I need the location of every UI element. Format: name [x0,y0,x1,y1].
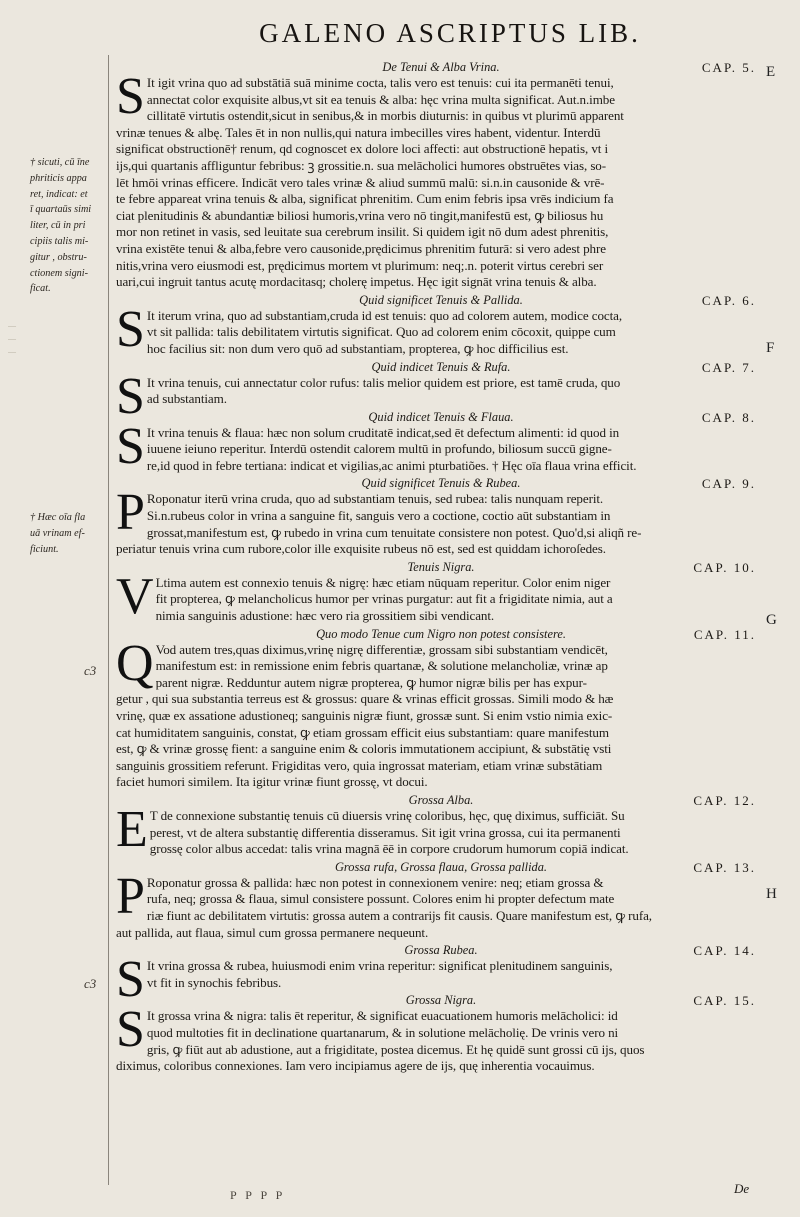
text-line: sanguinis grossitiem referunt. Frigiditas vero, quia ingrossat materiam, etiam vrinæ substātiam [116,757,603,773]
margin-note-line: uā vrinam ef- [30,527,85,539]
text-line: Vod autem tres,quas diximus,vrinę nigrę differentiæ, grossam sibi substantiam vendicēt, [155,641,608,657]
chapter-number: CAP. 6. [701,292,756,308]
text-line: grossat,manifestum est, ꝙ rubedo in vrina cum tenuitate consistere non potest. Quo'd,si aliqñ re- [146,524,642,540]
text-line: cat humiditatem sanguinis, constat, ꝙ etiam grossam efficit eius substantiam: quare manifestum [116,724,609,740]
drop-cap: Q [116,634,154,692]
side-letter-f: F [766,340,775,356]
text-line: lēt hmōi vrinas efficere. Indicāt vero tales vrinæ & aliud summū malū: si.n.in causonide & vrē- [116,174,605,190]
catchword: De [734,1181,750,1196]
drop-cap: V [116,567,154,625]
drop-cap: S [116,1001,145,1059]
text-line: significat obstructionē† renum, qd cognoscet ex dolore loci affecti: aut obstructionē hepatis, vt i [116,141,609,157]
main-text [116,58,766,1075]
text-line: quod multoties fit in declinatione quartanarum, & in solutione melācholię. De vrinis vero ni [146,1024,619,1040]
chapter-number: CAP. 10. [693,559,756,575]
text-line: hoc facilius sit: non dum vero quō ad substantiam, propterea, ꝙ hoc difficilius est. [146,340,569,356]
text-line: ijs,qui quartanis affliguntur febribus: ꝫ grossitie.n. sua melācholici humores obstruētes vias, so- [116,157,607,173]
text-line: gris, ꝙ fiūt aut ab adustione, aut a frigiditate, postea dicemus. Et hę quidē sunt grossi cū ijs, quos [146,1041,645,1057]
text-line: cillitatē virtutis ostendit,sicut in senibus,& in morbis diuturnis: in quibus vt plurimū apparent [146,108,624,124]
margin-note-line: ficat. [30,283,51,295]
margin-note-line: ret, indicat: et [30,188,88,200]
text-line: Ltima autem est connexio tenuis & nigrę: hæc etiam nūquam reperitur. Color enim niger [155,574,611,590]
text-line: te febre appareat vrina tenuis & alba, significat phrenitim. Cum enim febris ipsa vrēs indicium fa [116,191,614,207]
chapter-paragraph [116,68,766,291]
text-line: It iterum vrina, quo ad substantiam,cruda id est tenuis: quo ad colorem autem, modice cocta, [146,307,623,323]
text-line: vrina existēte tenui & alba,febre vero causonide,prędicimus phrenitim futurā: si vero adest phre [116,240,606,256]
chapter-heading [116,293,766,308]
chapter-heading [116,60,766,75]
chapter-heading [116,627,766,642]
drop-cap: S [116,300,145,358]
text-line: nimia sanguinis adustione: hæc vero ria grossitiem sibi vendicant. [155,608,495,624]
text-line: Si.n.rubeus color in vrina a sanguine fit, sanguis vero a coctione, coctio aūt substantiam in [146,508,611,524]
text-line: periatur tenuis vrina cum rubore,color ille exquisite rubeus nō est, sed est quiddam ichoroſedes. [116,541,606,557]
text-line: vt fit in synochis febribus. [146,974,282,990]
text-line: It vrina tenuis, cui annectatur color rufus: talis melior quidem est priore, est tamē cruda, quo [146,374,621,390]
text-line: rufa, neq; grossa & flaua, simul consistere possunt. Colores enim hi propter defectum mate [146,891,615,907]
chapter-heading [116,410,766,425]
text-line: mor non retinet in vasis, sed leuitate sua cerebrum insilit. Si quidem igit nō dum adest phrenitis, [116,224,609,240]
margin-note-line: phriticis appa [30,172,87,184]
margin-note-2 [30,510,108,557]
chapter-title: Quid significet Tenuis & Pallida. [359,292,523,307]
text-line: faciet humori similem. Ita igitur vrinæ fiunt grossę, vt docui. [116,774,428,790]
chapter-number: CAP. 14. [693,943,756,959]
chapter-title: Grossa Alba. [408,792,474,807]
text-line: It igit vrina quo ad substātiā suā minime cocta, talis vero est tenuis: cui ita permanēti tenui, [146,75,614,90]
chapter-title: Grossa Rubea. [404,943,478,958]
chapter-title: Quo modo Tenue cum Nigro non potest consistere. [316,626,566,641]
chapter-number: CAP. 7. [701,359,756,375]
chapter-number: CAP. 13. [693,859,756,875]
drop-cap: S [116,68,145,125]
text-line: vrinę, quæ ex assatione adustioneq; sanguinis nigræ fiunt, grossæ sunt. Si enim vstio nimia exic- [116,708,613,723]
chapter-heading [116,993,766,1008]
chapter-title: Quid significet Tenuis & Rubea. [361,476,521,491]
running-head: GALENO ASCRIPTUS LIB. [259,18,641,48]
text-line: riæ fiunt ac debilitatem virtutis: grossa autem a contrarijs fit causis. Quare manifestum est, ꝙ rufa, [146,907,652,923]
chapter-title: Grossa rufa, Grossa flaua, Grossa pallida. [334,859,548,874]
drop-cap: S [116,951,145,1009]
text-line: re,id quod in febre tertiana: indicat et vigilias,ac animi pturbatiões. † Hęc oīa flaua vrina efficit. [146,457,637,473]
text-line: perest, vt de altera substantię differentia disseramus. Sit igit vrina grossa, cui ita permanenti [149,824,621,840]
text-line: grossę color albus accedat: talis vrina magnā ēē in corpore crudorum humorum copiā indicat. [149,841,629,857]
drop-cap: S [116,417,145,475]
margin-note-line: gitur , obstru- [30,251,87,263]
text-line: ciat plenitudinis & abundantiæ biliosi humoris,vrina vero nō tingit,manifestū est, ꝙ biliosus hu [116,207,604,223]
text-line: annectat color exquisite albus,vt sit ea tenuis & alba: hęc vrina multa significat. Aut.n.imbe [146,91,615,107]
text-line: getur , qui sua substantia terreus est & grossus: quare & vrinas efficit grossas. Simili modo & hæ [116,691,614,707]
text-line: It grossa vrina & nigra: talis ēt reperitur, & significat euacuationem humoris melācholici: id [146,1008,618,1024]
chapter-heading [116,360,766,375]
margin-note-1 [30,155,108,297]
text-line: iuuene ieiuno reperitur. Interdū ostendit calorem multū in profundo, biliosum succū gigne- [146,441,612,457]
margin-rule [108,55,109,1185]
drop-cap: P [116,867,145,925]
chapter-number: CAP. 8. [701,409,756,425]
signature-mark: P P P P [230,1188,286,1202]
text-line: manifestum est: in remissione enim febris quartanæ, & solutione melancholiæ, vrinæ ap [155,658,608,674]
chapter-title: Quid indicet Tenuis & Flaua. [368,409,514,424]
chapter-title: De Tenui & Alba Vrina. [382,60,500,74]
text-line: nitis,vrina vero eiusmodi est, prędicimus mortem vt plurimum: neq;.n. poterit virtus cerebri ser [116,257,604,273]
chapter-title: Quid indicet Tenuis & Rufa. [371,359,511,374]
margin-mark: c3 [84,663,97,678]
side-letter-h: H [766,886,777,902]
margin-note-line: ctionem signi- [30,267,89,279]
text-line: It vrina grossa & rubea, huiusmodi enim vrina reperitur: significat plenitudinem sanguinis, [146,958,613,974]
chapter-number: CAP. 9. [701,476,756,492]
chapter-heading [116,793,766,808]
text-line: uari,cui ingruit tantus acutę mordacitasq; cholerę impetus. Hęc igit signāt vrina tenuis & alba. [116,274,597,290]
margin-note-line: † sicuti, cū īne [30,157,90,168]
margin-note-line: liter, cū in pri [30,220,86,232]
bleed-through-text: — — — [8,321,17,357]
chapter-title: Grossa Nigra. [405,993,477,1008]
drop-cap: P [116,484,145,542]
chapter-heading [116,476,766,491]
text-line: parent nigræ. Redduntur autem nigræ propterea, ꝙ humor nigræ bilis per has expur- [155,674,587,690]
text-line: It vrina tenuis & flaua: hæc non solum cruditatē indicat,sed ēt defectum alimenti: id quod in [146,424,620,440]
text-line: T de connexione substantię tenuis cū diuersis vrinę coloribus, hęc, quę diximus, sufficiāt. Su [149,807,625,823]
chapter-number: CAP. 5. [701,60,756,75]
drop-cap: S [116,367,145,425]
chapter-heading [116,560,766,575]
text-line: vrinæ tenues & albę. Tales ēt in non nullis,qui natura imbecilles vires habent, videntur. Interdū [116,124,601,140]
margin-note-line: ī quartaūs simi [30,204,92,216]
margin-note-line: cipiis talis mi- [30,235,89,247]
drop-cap: E [116,800,148,858]
text-line: Roponatur grossa & pallida: hæc non potest in connexionem venire: neq; etiam grossa & [146,874,604,890]
side-letter-e: E [766,64,776,80]
margin-note-line: † Hæc oīa fla [30,512,86,523]
text-line: fit propterea, ꝙ melancholicus humor per vrinas purgatur: aut fit a frigiditate nimia, aut a [155,591,613,607]
text-line: aut pallida, aut flaua, simul cum grossa permanere nequeunt. [116,924,429,940]
text-line: Roponatur iterū vrina cruda, quo ad substantiam tenuis, sed rubea: talis nunquam reperit. [146,491,604,507]
text-line: vt sit pallida: talis debilitatem virtutis significat. Quo ad colorem enim cōcoxit, quippe cum [146,324,616,340]
chapter-title: Tenuis Nigra. [407,559,475,574]
chapter-heading [116,860,766,875]
margin-mark: c3 [84,976,97,991]
text-line: est, ꝙ & vrinæ grossę fient: a sanguine enim & coloris immutationem accipiunt, & substātię vsti [116,741,612,757]
text-line: ad substantiam. [146,391,227,407]
text-line: diximus, coloribus connexiones. Iam vero incipiamus agere de ijs, quę inherentia vocauimus. [116,1058,595,1074]
margin-note-line: ficiunt. [30,543,59,555]
side-letter-g: G [766,612,777,628]
chapter-number: CAP. 12. [693,792,756,808]
chapter-number: CAP. 15. [693,993,756,1009]
chapter-heading [116,943,766,958]
chapter-number: CAP. 11. [693,626,756,642]
